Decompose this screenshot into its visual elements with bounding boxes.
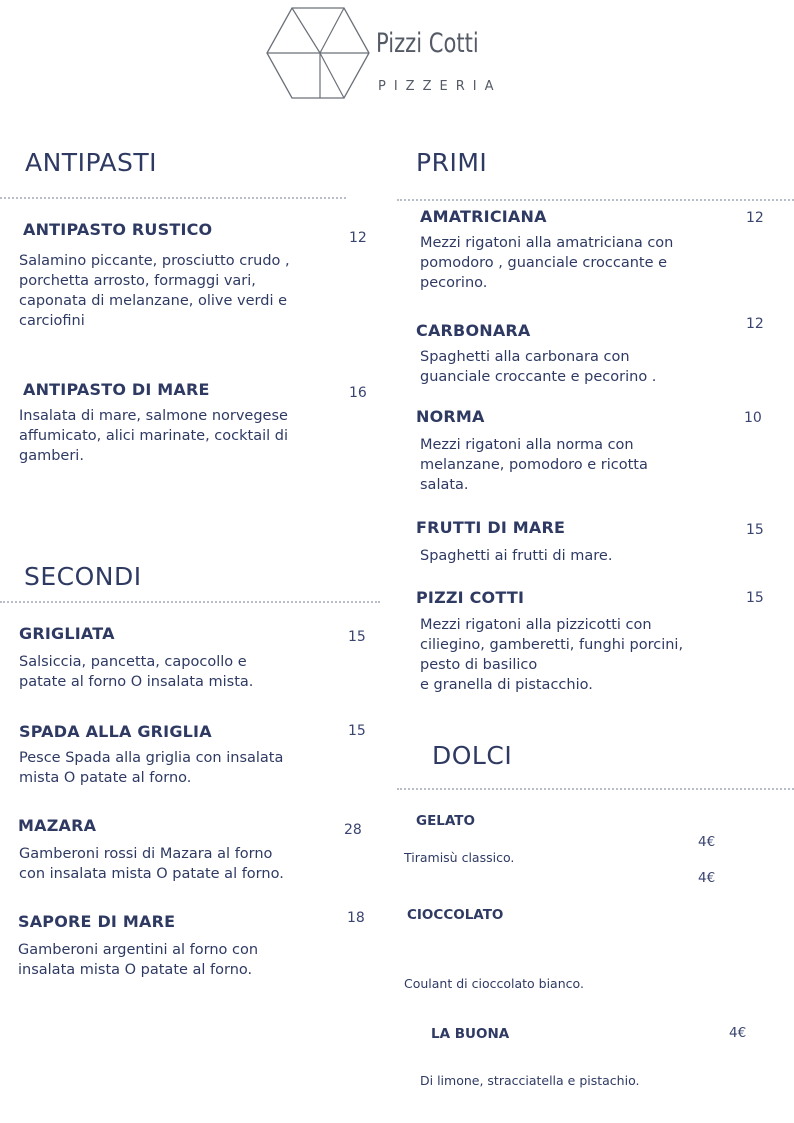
dessert-price: 4€ xyxy=(698,870,716,886)
menu-item-name: SPADA ALLA GRIGLIA xyxy=(19,722,212,741)
menu-item-description: Mezzi rigatoni alla norma con melanzane, pomodoro e ricotta salata. xyxy=(420,437,648,493)
menu-item-price: 16 xyxy=(349,385,367,401)
dessert-name: LA BUONA xyxy=(431,1026,510,1042)
dessert-name: GELATO xyxy=(416,813,475,829)
menu-item-description: Spaghetti alla carbonara con guanciale croccante e pecorino . xyxy=(420,349,657,385)
logo-hexagon-icon xyxy=(265,6,371,100)
dessert-name: CIOCCOLATO xyxy=(407,907,504,923)
menu-item-description: Mezzi rigatoni alla amatriciana con pomodoro , guanciale croccante e pecorino. xyxy=(420,235,674,291)
menu-item-name: ANTIPASTO RUSTICO xyxy=(23,220,213,239)
dessert-description: Coulant di cioccolato bianco. xyxy=(404,976,584,991)
menu-item-name: MAZARA xyxy=(18,816,97,835)
menu-item-name: NORMA xyxy=(416,407,485,426)
menu-item-name: PIZZI COTTI xyxy=(416,588,525,607)
menu-item-price: 15 xyxy=(348,629,366,645)
menu-item-price: 18 xyxy=(347,910,365,926)
menu-item-description: Gamberoni argentini al forno con insalata mista O patate al forno. xyxy=(18,942,259,978)
menu-item-description: Gamberoni rossi di Mazara al forno con insalata mista O patate al forno. xyxy=(19,846,284,882)
dessert-description: Di limone, stracciatella e pistachio. xyxy=(420,1073,640,1088)
menu-item-price: 15 xyxy=(746,522,764,538)
menu-item-name: SAPORE DI MARE xyxy=(18,912,176,931)
menu-item-name: AMATRICIANA xyxy=(420,207,547,226)
menu-item-description: Insalata di mare, salmone norvegese affumicato, alici marinate, cocktail di gamberi. xyxy=(19,408,288,464)
menu-item-price: 15 xyxy=(746,590,764,606)
menu-item-price: 28 xyxy=(344,822,362,838)
divider-antipasti xyxy=(0,197,346,199)
menu-item-name: ANTIPASTO DI MARE xyxy=(23,380,210,399)
menu-item-description: Salamino piccante, prosciutto crudo , porchetta arrosto, formaggi vari, caponata di melanzane, olive verdi e carciofini xyxy=(19,253,290,329)
menu-item-price: 12 xyxy=(746,210,764,226)
menu-item-name: GRIGLIATA xyxy=(19,624,115,643)
section-title-antipasti: ANTIPASTI xyxy=(25,148,158,177)
divider-primi xyxy=(397,199,794,201)
menu-item-price: 10 xyxy=(744,410,762,426)
dessert-description: Tiramisù classico. xyxy=(404,850,515,865)
divider-dolci xyxy=(397,788,794,790)
section-title-secondi: SECONDI xyxy=(24,562,142,591)
brand-name: Pizzi Cotti xyxy=(376,28,479,59)
menu-item-name: CARBONARA xyxy=(416,321,531,340)
section-title-primi: PRIMI xyxy=(416,148,488,177)
menu-item-price: 12 xyxy=(746,316,764,332)
menu-item-price: 15 xyxy=(348,723,366,739)
menu-item-description: Salsiccia, pancetta, capocollo e patate al forno O insalata mista. xyxy=(19,654,254,690)
divider-secondi xyxy=(0,601,380,603)
menu-item-price: 12 xyxy=(349,230,367,246)
section-title-dolci: DOLCI xyxy=(432,741,513,770)
menu-item-description: Pesce Spada alla griglia con insalata mista O patate al forno. xyxy=(19,750,284,786)
menu-item-description: Spaghetti ai frutti di mare. xyxy=(420,548,613,564)
dessert-price: 4€ xyxy=(729,1025,747,1041)
menu-item-description: Mezzi rigatoni alla pizzicotti con ciliegino, gamberetti, funghi porcini, pesto di basilico e granella di pistacchio. xyxy=(420,617,684,693)
dessert-price: 4€ xyxy=(698,834,716,850)
brand-subtitle: PIZZERIA xyxy=(378,79,502,94)
menu-item-name: FRUTTI DI MARE xyxy=(416,518,566,537)
